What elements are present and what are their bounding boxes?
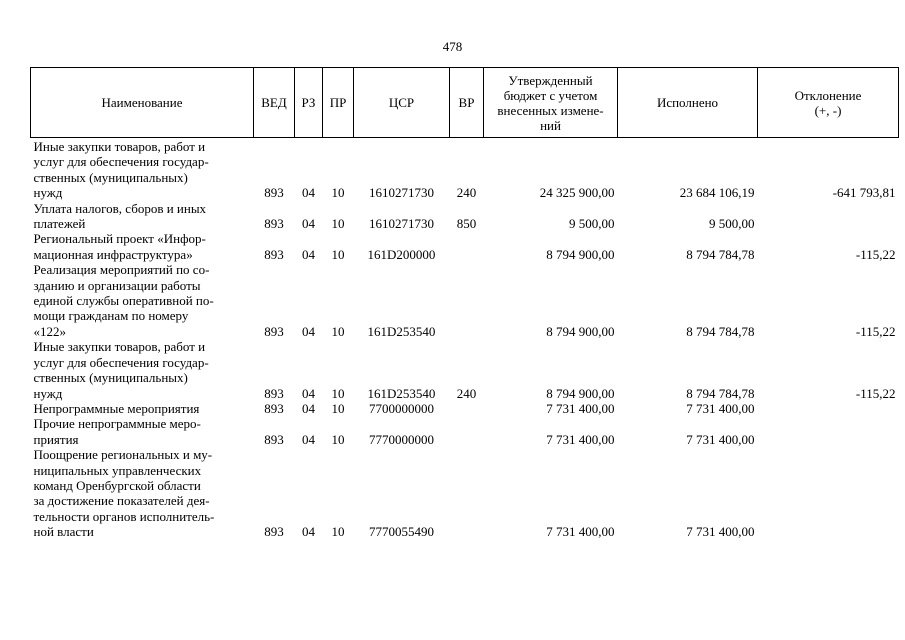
- cell-ved: 893: [264, 431, 284, 447]
- header-deviation-line: (+, -): [814, 102, 842, 118]
- cell-vr: [450, 231, 484, 262]
- cell-name: [31, 447, 254, 539]
- cell-rz: 04: [302, 185, 315, 201]
- cell-name: [31, 201, 254, 232]
- cell-ved: 893: [264, 400, 284, 416]
- cell-deviation: [758, 201, 899, 232]
- cell-approved: 8 794 900,00: [546, 323, 615, 339]
- cell-executed: 7 731 400,00: [686, 524, 755, 540]
- cell-executed: 8 794 784,78: [686, 323, 755, 339]
- cell-pr: 10: [331, 246, 345, 262]
- table-row: [31, 138, 899, 201]
- cell-csr: 161D253540: [367, 385, 436, 401]
- cell-ved: 893: [264, 385, 284, 401]
- cell-approved: 9 500,00: [569, 216, 615, 232]
- cell-name-line: ственных (муниципальных): [33, 370, 188, 386]
- cell-name-line: Непрограммные мероприятия: [33, 400, 200, 416]
- cell-name-line: Поощрение региональных и му-: [33, 447, 213, 463]
- header-rz: РЗ: [295, 68, 323, 138]
- cell-vr: [450, 262, 484, 339]
- cell-pr: 10: [331, 323, 345, 339]
- cell-csr: 1610271730: [369, 216, 434, 232]
- cell-csr: 7770055490: [369, 524, 434, 540]
- cell-name-line: ниципальных управленческих: [33, 462, 202, 478]
- header-approved-line: Утвержденный: [508, 72, 593, 88]
- cell-name: [31, 401, 254, 416]
- cell-rz: 04: [302, 431, 315, 447]
- cell-name: [31, 262, 254, 339]
- cell-executed: 7 731 400,00: [686, 431, 755, 447]
- cell-csr: 7700000000: [369, 400, 434, 416]
- cell-csr: 1610271730: [369, 185, 434, 201]
- page-number: 478: [442, 39, 463, 54]
- header-deviation: [758, 68, 899, 138]
- cell-name-line: Прочие непрограммные меро-: [33, 416, 201, 432]
- cell-csr: 161D200000: [367, 246, 436, 262]
- cell-ved: 893: [264, 524, 284, 540]
- cell-deviation: -641 793,81: [832, 185, 896, 201]
- cell-deviation: [758, 447, 899, 539]
- cell-deviation: [758, 401, 899, 416]
- table-row: [31, 447, 899, 539]
- cell-name: [31, 339, 254, 401]
- cell-rz: 04: [302, 524, 315, 540]
- cell-executed: 9 500,00: [709, 216, 755, 232]
- cell-name-line: нужд: [33, 385, 63, 401]
- cell-vr: 240: [456, 385, 477, 401]
- cell-vr: [450, 401, 484, 416]
- header-name: Наименование: [31, 68, 254, 138]
- cell-name-line: Реализация мероприятий по со-: [33, 262, 210, 278]
- cell-name-line: единой службы оперативной по-: [33, 293, 214, 309]
- budget-table: [30, 67, 899, 540]
- cell-name-line: «122»: [33, 323, 66, 339]
- cell-name: [31, 416, 254, 447]
- cell-vr: 240: [456, 185, 477, 201]
- cell-name-line: команд Оренбургской области: [33, 477, 201, 493]
- table-row: [31, 416, 899, 447]
- header-vr: ВР: [450, 68, 484, 138]
- header-approved: [484, 68, 618, 138]
- header-csr: ЦСР: [354, 68, 450, 138]
- table-row: [31, 201, 899, 232]
- cell-name-line: нужд: [33, 185, 63, 201]
- cell-approved: 8 794 900,00: [546, 246, 615, 262]
- header-deviation-line: Отклонение: [794, 87, 862, 103]
- cell-name-line: услуг для обеспечения государ-: [33, 354, 209, 370]
- header-approved-line: бюджет с учетом: [503, 87, 598, 103]
- cell-name-line: мационная инфраструктура»: [33, 246, 193, 262]
- cell-deviation: -115,22: [855, 385, 896, 401]
- cell-deviation: -115,22: [855, 323, 896, 339]
- cell-rz: 04: [302, 400, 315, 416]
- table-header: [31, 68, 899, 138]
- cell-rz: 04: [302, 385, 315, 401]
- cell-vr: [450, 416, 484, 447]
- cell-approved: 8 794 900,00: [546, 385, 615, 401]
- cell-name-line: Уплата налогов, сборов и иных: [33, 200, 207, 216]
- header-approved-line: ний: [540, 117, 561, 133]
- cell-ved: 893: [264, 246, 284, 262]
- table-row: [31, 339, 899, 401]
- cell-pr: 10: [331, 385, 345, 401]
- cell-deviation: [758, 416, 899, 447]
- cell-name-line: ственных (муниципальных): [33, 169, 188, 185]
- cell-executed: 8 794 784,78: [686, 385, 755, 401]
- cell-pr: 10: [331, 400, 345, 416]
- cell-executed: 8 794 784,78: [686, 246, 755, 262]
- cell-name-line: зданию и организации работы: [33, 277, 201, 293]
- cell-approved: 7 731 400,00: [546, 431, 615, 447]
- cell-ved: 893: [264, 216, 284, 232]
- cell-name-line: Иные закупки товаров, работ и: [33, 139, 206, 154]
- cell-name: [31, 138, 254, 201]
- cell-pr: 10: [331, 524, 345, 540]
- cell-rz: 04: [302, 216, 315, 232]
- cell-vr: 850: [456, 216, 477, 232]
- cell-name-line: платежей: [33, 216, 86, 232]
- header-pr: ПР: [323, 68, 354, 138]
- cell-name-line: услуг для обеспечения государ-: [33, 154, 209, 170]
- table-row: [31, 401, 899, 416]
- cell-approved: 7 731 400,00: [546, 400, 615, 416]
- cell-approved: 7 731 400,00: [546, 524, 615, 540]
- table-row: [31, 231, 899, 262]
- cell-name-line: Региональный проект «Инфор-: [33, 231, 206, 247]
- cell-rz: 04: [302, 323, 315, 339]
- header-executed: Исполнено: [618, 68, 758, 138]
- header-row: [31, 68, 899, 138]
- cell-name: [31, 231, 254, 262]
- cell-name-line: ной власти: [33, 524, 94, 540]
- cell-name-line: приятия: [33, 431, 79, 447]
- cell-vr: [450, 447, 484, 539]
- table-row: [31, 262, 899, 339]
- cell-ved: 893: [264, 323, 284, 339]
- cell-name-line: за достижение показателей дея-: [33, 493, 210, 509]
- cell-csr: 161D253540: [367, 323, 436, 339]
- header-ved: ВЕД: [254, 68, 295, 138]
- cell-executed: 7 731 400,00: [686, 400, 755, 416]
- table-body: [31, 138, 899, 540]
- cell-pr: 10: [331, 431, 345, 447]
- cell-pr: 10: [331, 216, 345, 232]
- cell-name-line: мощи гражданам по номеру: [33, 308, 189, 324]
- cell-executed: 23 684 106,19: [679, 185, 755, 201]
- cell-rz: 04: [302, 246, 315, 262]
- header-approved-line: внесенных измене-: [497, 102, 604, 118]
- cell-name-line: тельности органов исполнитель-: [33, 508, 215, 524]
- cell-ved: 893: [264, 185, 284, 201]
- cell-approved: 24 325 900,00: [539, 185, 615, 201]
- cell-csr: 7770000000: [369, 431, 434, 447]
- cell-pr: 10: [331, 185, 345, 201]
- cell-name-line: Иные закупки товаров, работ и: [33, 339, 206, 355]
- cell-deviation: -115,22: [855, 246, 896, 262]
